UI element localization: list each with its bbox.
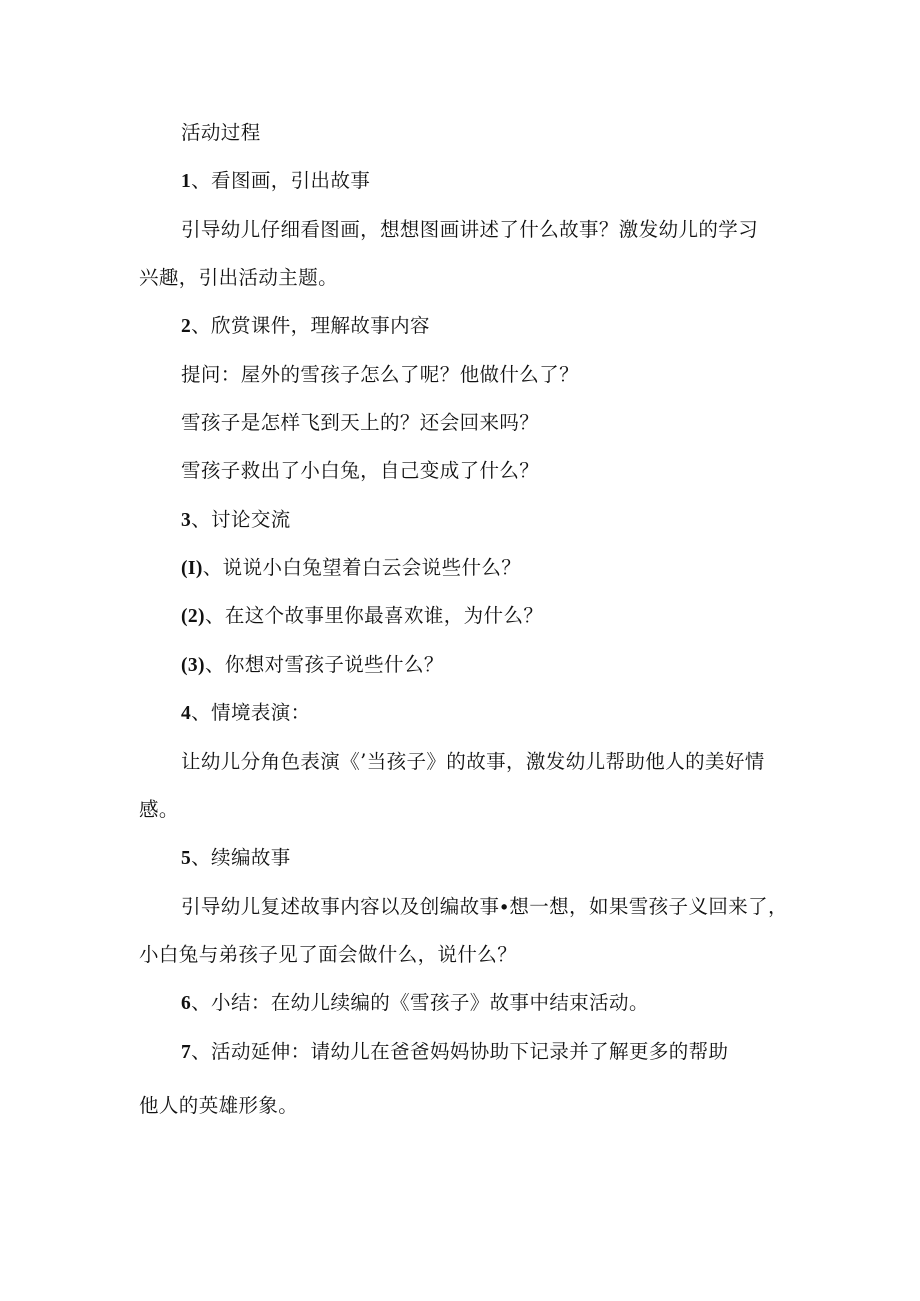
item-number: (I) bbox=[181, 558, 203, 579]
paragraph-line: 提问：屋外的雪孩子怎么了呢？他做什么了？ bbox=[181, 363, 580, 386]
step-title: 、小结：在幼儿续编的《雪孩子》故事中结束活动。 bbox=[191, 991, 649, 1014]
step-number: 4 bbox=[181, 703, 192, 724]
paragraph-line: 兴趣，引出活动主题。 bbox=[139, 266, 339, 289]
paragraph-line: 引导幼儿仔细看图画，想想图画讲述了什么故事？激发幼儿的学习 bbox=[181, 218, 759, 241]
list-item bbox=[181, 653, 444, 678]
step-number: 5 bbox=[181, 848, 192, 869]
step-title: 、看图画，引出故事 bbox=[191, 169, 371, 192]
step-number: 1 bbox=[181, 171, 192, 192]
paragraph-line: 引导幼儿复述故事内容以及创编故事∙想一想，如果雪孩子义回来了， bbox=[181, 895, 788, 918]
item-text: 、在这个故事里你最喜欢谁，为什么？ bbox=[204, 604, 544, 627]
list-item bbox=[181, 604, 543, 629]
step-title: 、活动延伸：请幼儿在爸爸妈妈协助下记录并了解更多的帮助 bbox=[191, 1040, 729, 1063]
paragraph-line: 感。 bbox=[139, 798, 179, 821]
paragraph-line: 他人的英雄形象。 bbox=[139, 1094, 299, 1117]
item-number: (2) bbox=[181, 606, 205, 627]
paragraph-line: 小白兔与弟孩子见了面会做什么，说什么？ bbox=[139, 943, 518, 966]
step-title: 、续编故事 bbox=[191, 846, 291, 869]
paragraph-line: 雪孩子是怎样飞到天上的？还会回来吗？ bbox=[181, 411, 540, 434]
step-1-heading bbox=[181, 169, 370, 194]
item-text: 、你想对雪孩子说些什么？ bbox=[204, 653, 444, 676]
item-text: 、说说小白兔望着白云会说些什么？ bbox=[202, 556, 522, 579]
section-title: 活动过程 bbox=[181, 121, 261, 144]
step-title: 、情境表演： bbox=[191, 701, 311, 724]
step-title: 、讨论交流 bbox=[191, 508, 291, 531]
step-3-heading bbox=[181, 508, 291, 533]
step-number: 7 bbox=[181, 1042, 192, 1063]
step-7-heading bbox=[181, 1040, 728, 1065]
step-4-heading bbox=[181, 701, 311, 726]
step-number: 6 bbox=[181, 993, 192, 1014]
step-6-heading bbox=[181, 991, 649, 1016]
list-item bbox=[181, 556, 521, 581]
paragraph-line: 让幼儿分角色表演《’当孩子》的故事，激发幼儿帮助他人的美好情 bbox=[181, 750, 765, 773]
step-number: 3 bbox=[181, 510, 192, 531]
step-5-heading bbox=[181, 846, 291, 871]
step-number: 2 bbox=[181, 316, 192, 337]
paragraph-line: 雪孩子救出了小白兔，自己变成了什么？ bbox=[181, 459, 540, 482]
step-2-heading bbox=[181, 314, 430, 339]
step-title: 、欣赏课件，理解故事内容 bbox=[191, 314, 430, 337]
item-number: (3) bbox=[181, 655, 205, 676]
